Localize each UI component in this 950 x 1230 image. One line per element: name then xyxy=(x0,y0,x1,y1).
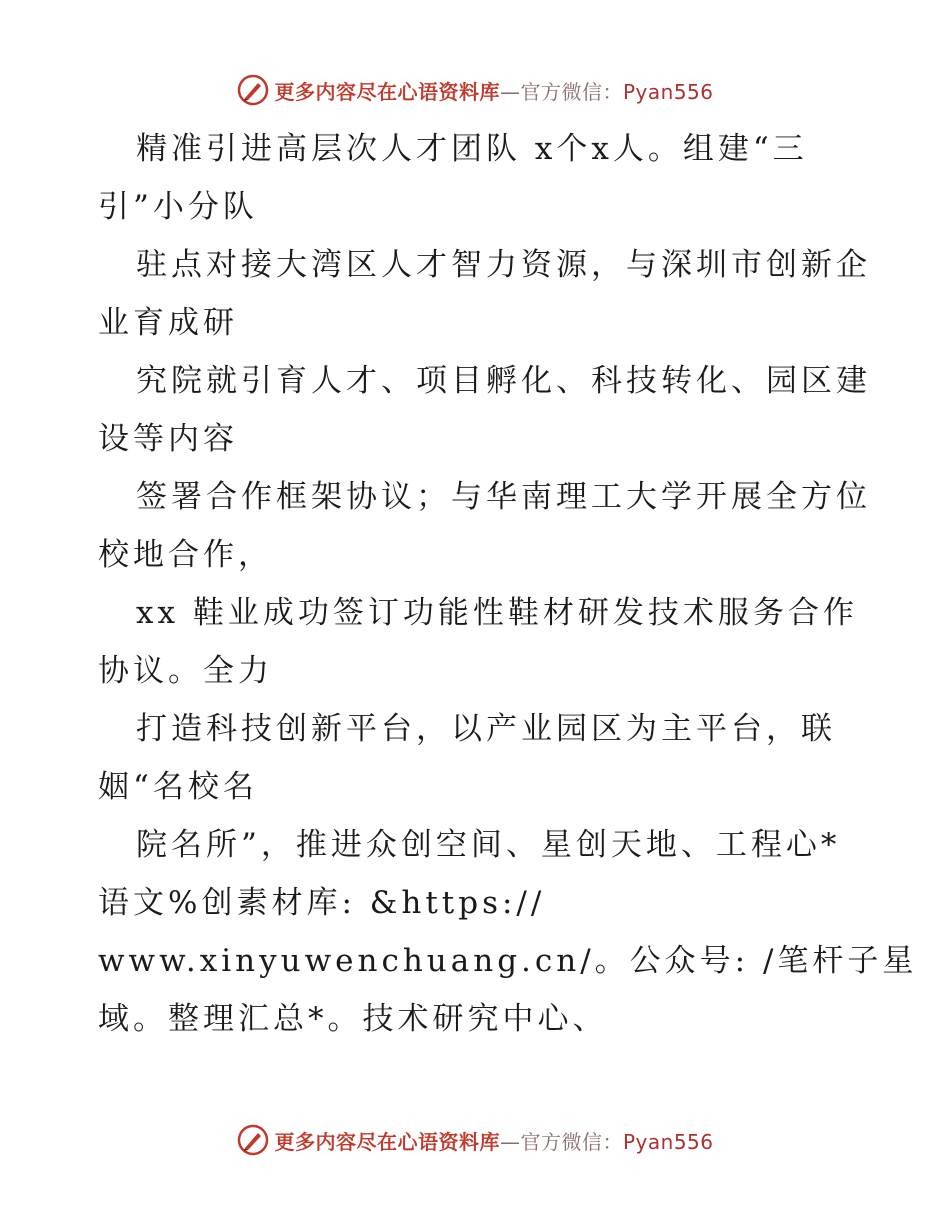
footer-banner xyxy=(0,1120,950,1160)
text-line: 究院就引育人才、项目孵化、科技转化、园区建 xyxy=(136,363,871,399)
text-line: www.xinyuwenchuang.cn/。公众号: /笔杆子星 xyxy=(98,943,918,979)
text-line: 签署合作框架协议；与华南理工大学开展全方位 xyxy=(136,479,871,515)
text-line: 打造科技创新平台，以产业园区为主平台，联 xyxy=(136,711,836,747)
banner-wechat-label: —官方微信： xyxy=(499,79,623,104)
text-line: 引”小分队 xyxy=(98,189,258,225)
banner-text xyxy=(274,1126,713,1155)
banner-title: 更多内容尽在心语资料库 xyxy=(274,79,500,104)
banner-wechat-id: Pyan556 xyxy=(622,1129,714,1154)
text-line: xx 鞋业成功签订功能性鞋材研发技术服务合作 xyxy=(136,595,858,631)
pen-logo-icon xyxy=(236,1123,270,1157)
text-line: 业育成研 xyxy=(98,305,238,341)
text-line: 协议。全力 xyxy=(98,653,273,689)
text-line: 姻“名校名 xyxy=(98,769,258,805)
pen-logo-icon xyxy=(236,73,270,107)
text-line: 语文%创素材库: &https:// xyxy=(98,885,546,921)
document-body xyxy=(98,120,918,1048)
banner-text xyxy=(274,76,713,105)
text-line: 校地合作， xyxy=(98,537,273,573)
text-line: 域。整理汇总*。技术研究中心、 xyxy=(98,1001,608,1037)
header-banner xyxy=(0,70,950,110)
text-line: 精准引进高层次人才团队 x个x人。组建“三 xyxy=(136,131,808,167)
banner-wechat-id: Pyan556 xyxy=(622,79,714,104)
text-line: 驻点对接大湾区人才智力资源，与深圳市创新企 xyxy=(136,247,871,283)
banner-title: 更多内容尽在心语资料库 xyxy=(274,1129,500,1154)
text-line: 院名所”，推进众创空间、星创天地、工程心* xyxy=(136,827,841,863)
text-line: 设等内容 xyxy=(98,421,238,457)
banner-wechat-label: —官方微信： xyxy=(499,1129,623,1154)
